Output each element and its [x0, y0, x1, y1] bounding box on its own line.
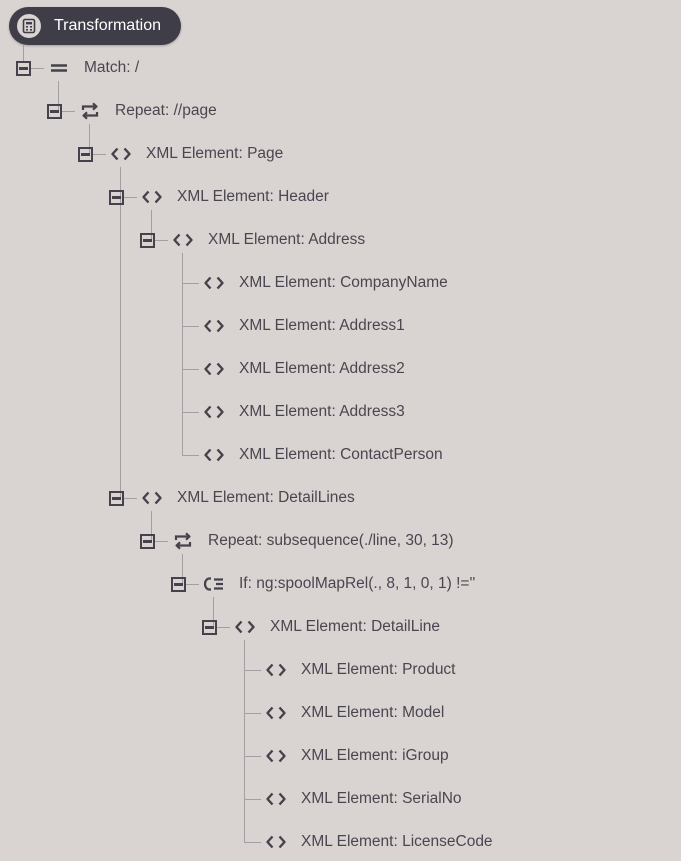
code-icon [140, 486, 164, 510]
calculator-icon [17, 14, 41, 38]
tree-node-label[interactable]: XML Element: Header [177, 188, 329, 205]
tree-connector [244, 799, 261, 800]
code-icon [264, 658, 288, 682]
tree-connector [217, 627, 230, 628]
tree-node-label[interactable]: XML Element: DetailLine [270, 618, 441, 635]
tree-node-label[interactable]: XML Element: DetailLines [177, 489, 355, 506]
code-icon [264, 701, 288, 725]
collapse-toggle[interactable] [47, 104, 62, 119]
collapse-toggle[interactable] [109, 491, 124, 506]
tree-node-label[interactable]: If: ng:spoolMapRel(., 8, 1, 0, 1) !='' [239, 575, 476, 592]
tree-node-label[interactable]: XML Element: SerialNo [301, 790, 462, 807]
tree-connector [244, 670, 261, 671]
repeat-icon [171, 529, 195, 553]
tree-node-label[interactable]: XML Element: Product [301, 661, 456, 678]
code-icon [233, 615, 257, 639]
code-icon [202, 357, 226, 381]
tree-node-label[interactable]: Match: / [84, 59, 140, 76]
code-icon [171, 228, 195, 252]
code-icon [202, 400, 226, 424]
tree-node-label[interactable]: XML Element: Address1 [239, 317, 405, 334]
collapse-toggle[interactable] [109, 190, 124, 205]
tree-node-label[interactable]: XML Element: Model [301, 704, 445, 721]
code-icon [109, 142, 133, 166]
tree-node-label[interactable]: XML Element: Address3 [239, 403, 405, 420]
tree-connector [186, 584, 199, 585]
code-icon [264, 830, 288, 854]
tree-connector [182, 455, 199, 456]
tree-connector [62, 111, 75, 112]
collapse-toggle[interactable] [140, 233, 155, 248]
repeat-icon [78, 99, 102, 123]
collapse-toggle[interactable] [140, 534, 155, 549]
collapse-toggle[interactable] [16, 61, 31, 76]
code-icon [202, 443, 226, 467]
transformation-title: Transformation [54, 17, 161, 34]
collapse-toggle[interactable] [202, 620, 217, 635]
tree-connector [182, 369, 199, 370]
tree-connector [182, 412, 199, 413]
tree-connector [244, 842, 261, 843]
tree-node-label[interactable]: XML Element: Address2 [239, 360, 405, 377]
collapse-toggle[interactable] [78, 147, 93, 162]
tree-node-label[interactable]: Repeat: subsequence(./line, 30, 13) [208, 532, 454, 549]
tree-connector [120, 167, 121, 498]
tree-node-label[interactable]: Repeat: //page [115, 102, 217, 119]
tree-node-label[interactable]: XML Element: CompanyName [239, 274, 448, 291]
tree-connector [124, 498, 137, 499]
tree-connector [124, 197, 137, 198]
tree-connector [93, 154, 106, 155]
tree-node-label[interactable]: XML Element: ContactPerson [239, 446, 443, 463]
tree-connector [182, 283, 199, 284]
tree-node-label[interactable]: XML Element: LicenseCode [301, 833, 493, 850]
transformation-header[interactable] [9, 7, 181, 45]
tree-connector [244, 713, 261, 714]
code-icon [264, 787, 288, 811]
tree-node-label[interactable]: XML Element: Address [208, 231, 366, 248]
collapse-toggle[interactable] [171, 577, 186, 592]
tree-connector [244, 756, 261, 757]
equals-icon [47, 56, 71, 80]
tree-node-label[interactable]: XML Element: iGroup [301, 747, 449, 764]
tree-node-label[interactable]: XML Element: Page [146, 145, 284, 162]
tree-connector [155, 240, 168, 241]
tree-connector [182, 326, 199, 327]
code-icon [202, 314, 226, 338]
conditional-icon [202, 572, 226, 596]
tree-connector [155, 541, 168, 542]
tree-connector [31, 68, 44, 69]
code-icon [264, 744, 288, 768]
code-icon [140, 185, 164, 209]
tree-connector [23, 45, 24, 61]
code-icon [202, 271, 226, 295]
